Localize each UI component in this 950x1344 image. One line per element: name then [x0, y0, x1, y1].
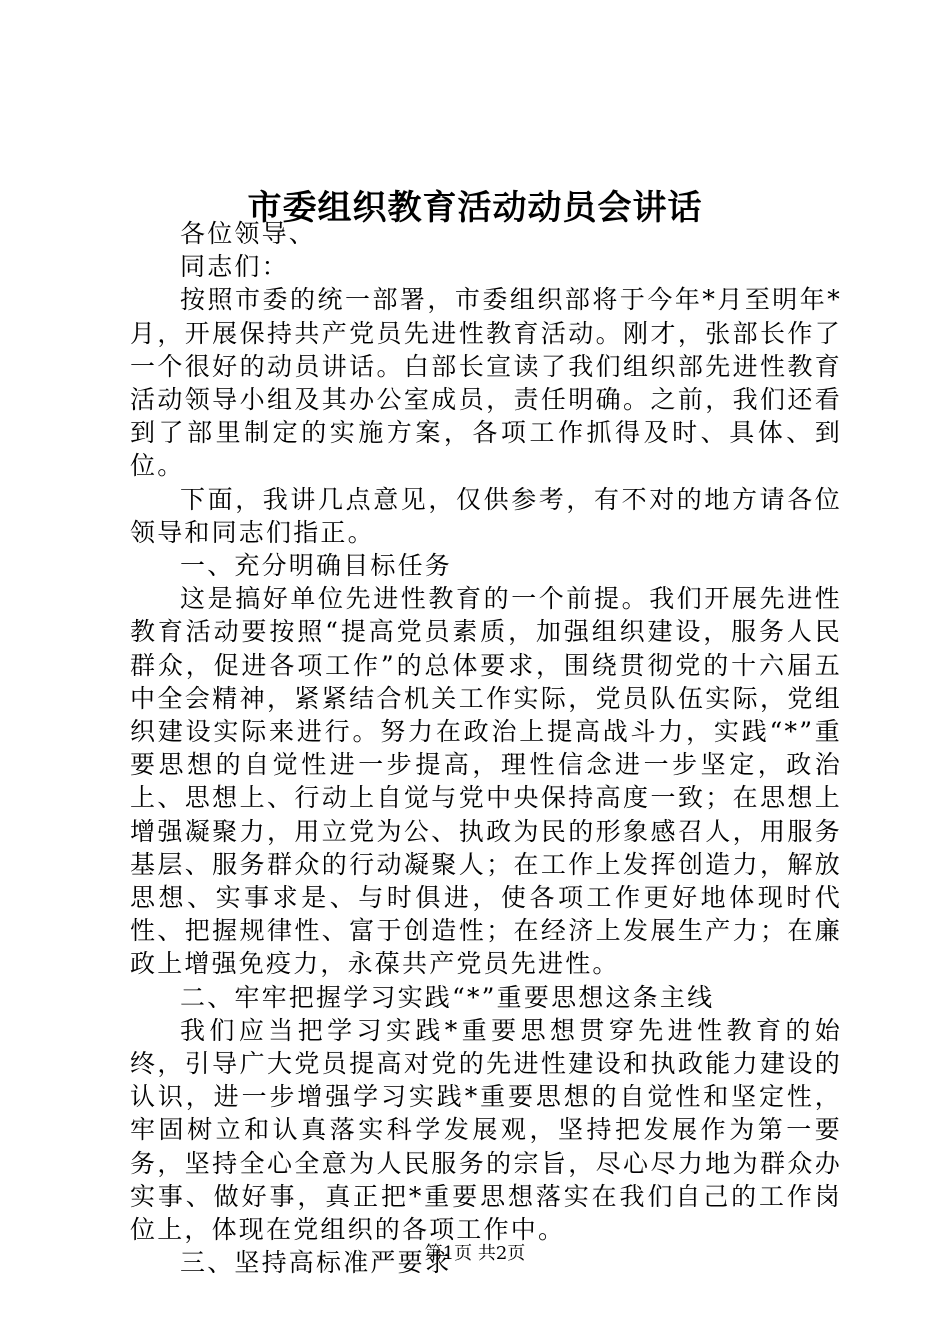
paragraph-intro: 按照市委的统一部署，市委组织部将于今年*月至明年*月，开展保持共产党员先进性教育活动。刚才，张部长作了一个很好的动员讲话。白部长宣读了我们组织部先进性教育活动领导小组及其办公室成员，责任明确。之前，我们还看到了部里制定的实施方案，各项工作抓得及时、具体、到位。 — [130, 285, 842, 481]
section-heading-2: 二、牢牢把握学习实践“*”重要思想这条主线 — [180, 982, 715, 1012]
salutation-comrades: 同志们： — [180, 252, 289, 282]
document-body — [130, 217, 842, 1280]
paragraph-section-2: 我们应当把学习实践*重要思想贯穿先进性教育的始终，引导广大党员提高对党的先进性建设和执政能力建设的认识，进一步增强学习实践*重要思想的自觉性和坚定性，牢固树立和认真落实科学发展观，坚持把发展作为第一要务，坚持全心全意为人民服务的宗旨，尽心尽力地为群众办实事、做好事，真正把*重要思想落实在我们自己的工作岗位上，体现在党组织的各项工作中。 — [130, 1015, 842, 1245]
document-title: 市委组织教育活动动员会讲话 — [247, 188, 703, 228]
section-heading-1: 一、充分明确目标任务 — [180, 551, 453, 581]
section-heading-3: 三、坚持高标准严要求 — [180, 1248, 453, 1278]
paragraph-section-1: 这是搞好单位先进性教育的一个前提。我们开展先进性教育活动要按照“提高党员素质，加强组织建设，服务人民群众，促进各项工作”的总体要求，围绕贯彻党的十六届五中全会精神，紧紧结合机关工作实际，党员队伍实际，党组织建设实际来进行。努力在政治上提高战斗力，实践“*”重要思想的自觉性进一步提高，理性信念进一步坚定，政治上、思想上、行动上自觉与党中央保持高度一致；在思想上增强凝聚力，用立党为公、执政为民的形象感召人，用服务基层、服务群众的行动凝聚人；在工作上发挥创造力，解放思想、实事求是、与时俱进，使各项工作更好地体现时代性、把握规律性、富于创造性；在经济上发展生产力；在廉政上增强免疫力，永葆共产党员先进性。 — [130, 584, 842, 979]
paragraph-opinions: 下面，我讲几点意见，仅供参考，有不对的地方请各位领导和同志们指正。 — [130, 484, 842, 547]
page-footer: 第1页 共2页 — [424, 1243, 526, 1264]
salutation-leaders: 各位领导、 — [180, 219, 317, 248]
